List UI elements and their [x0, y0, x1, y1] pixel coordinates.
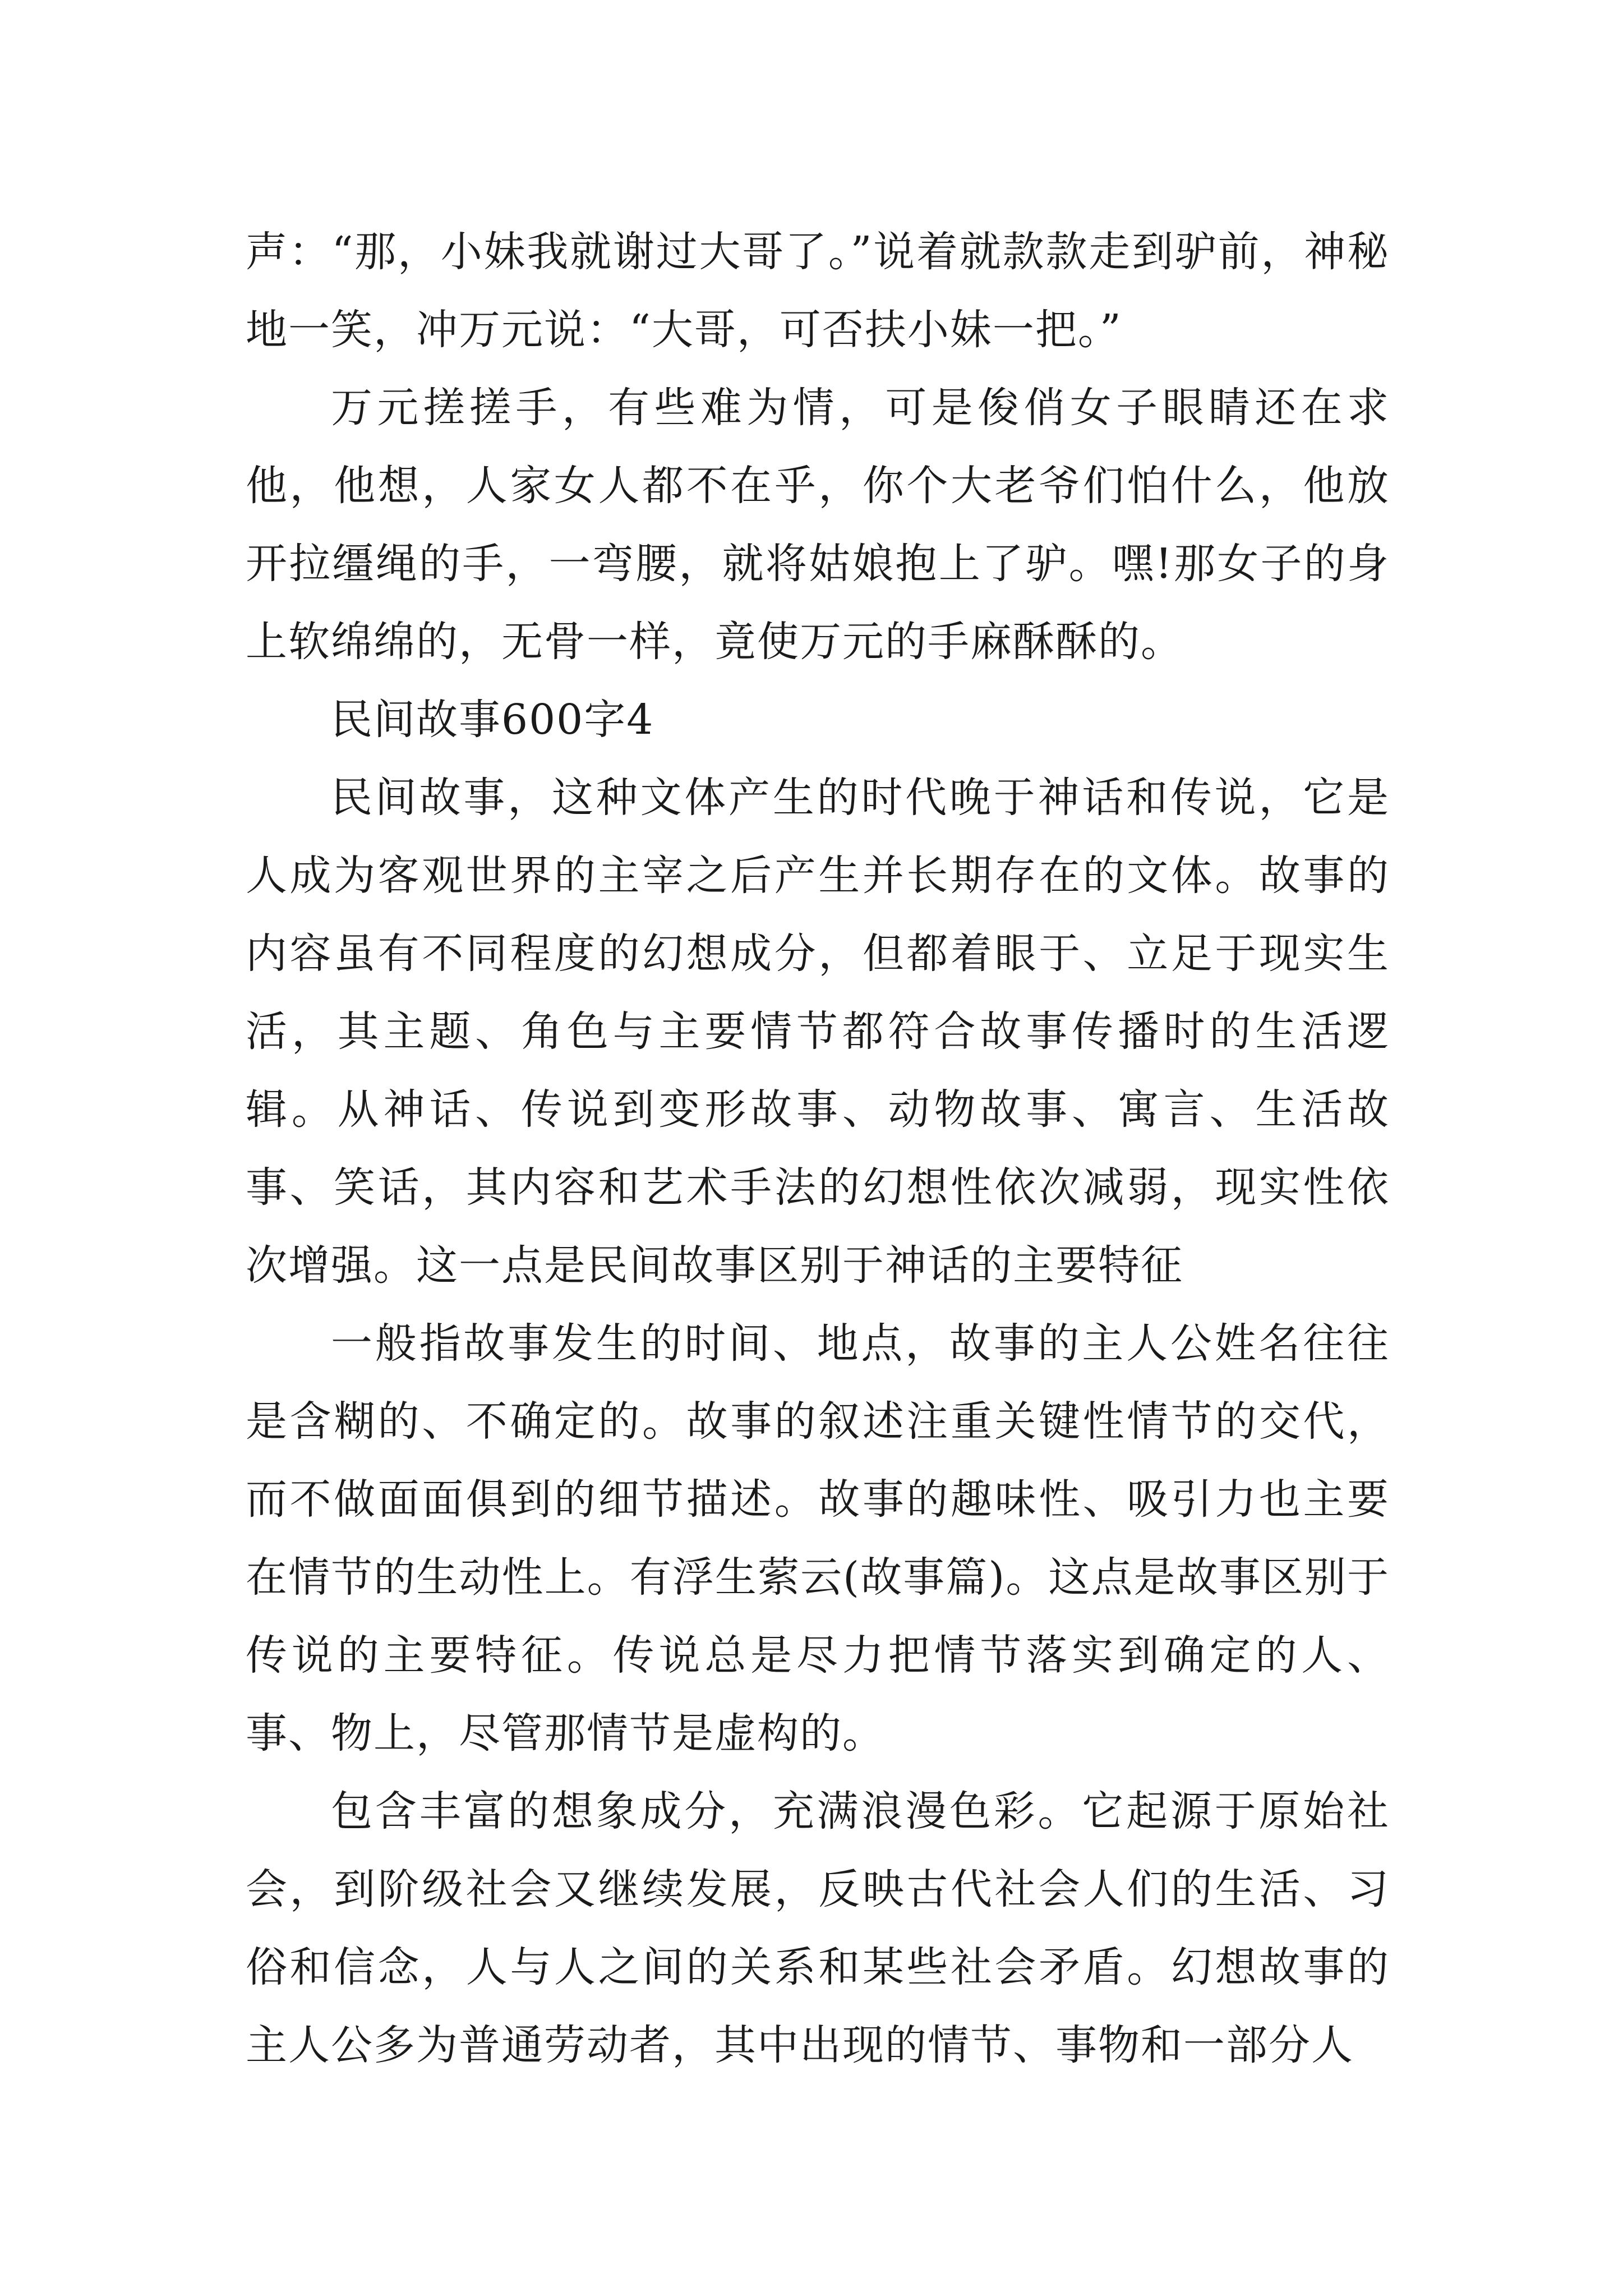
- paragraph-5: 包含丰富的想象成分，充满浪漫色彩。它起源于原始社会，到阶级社会又继续发展，反映古代社会人们的生活、习俗和信念，人与人之间的关系和某些社会矛盾。幻想故事的主人公多为普通劳动者，其中出现的情节、事物和一部分人: [246, 1787, 1390, 2069]
- section-heading: 民间故事600字4: [331, 696, 654, 744]
- paragraph-2: 万元搓搓手，有些难为情，可是俊俏女子眼睛还在求他，他想，人家女人都不在乎，你个大老爷们怕什么，他放开拉缰绳的手，一弯腰，就将姑娘抱上了驴。嘿!那女子的身上软绵绵的，无骨一样，竟使万元的手麻酥酥的。: [246, 384, 1390, 666]
- document-body: [246, 213, 1390, 2085]
- paragraph-3: 民间故事，这种文体产生的时代晚于神话和传说，它是人成为客观世界的主宰之后产生并长期存在的文体。故事的内容虽有不同程度的幻想成分，但都着眼于、立足于现实生活，其主题、角色与主要情节都符合故事传播时的生活逻辑。从神话、传说到变形故事、动物故事、寓言、生活故事、笑话，其内容和艺术手法的幻想性依次减弱，现实性依次增强。这一点是民间故事区别于神话的主要特征: [246, 774, 1390, 1290]
- paragraph-1: 声：“那，小妹我就谢过大哥了。”说着就款款走到驴前，神秘地一笑，冲万元说：“大哥，可否扶小妹一把。”: [246, 228, 1390, 354]
- paragraph-4: 一般指故事发生的时间、地点，故事的主人公姓名往往是含糊的、不确定的。故事的叙述注重关键性情节的交代，而不做面面俱到的细节描述。故事的趣味性、吸引力也主要在情节的生动性上。有浮生萦云(故事篇)。这点是故事区别于传说的主要特征。传说总是尽力把情节落实到确定的人、事、物上，尽管那情节是虚构的。: [246, 1319, 1390, 1757]
